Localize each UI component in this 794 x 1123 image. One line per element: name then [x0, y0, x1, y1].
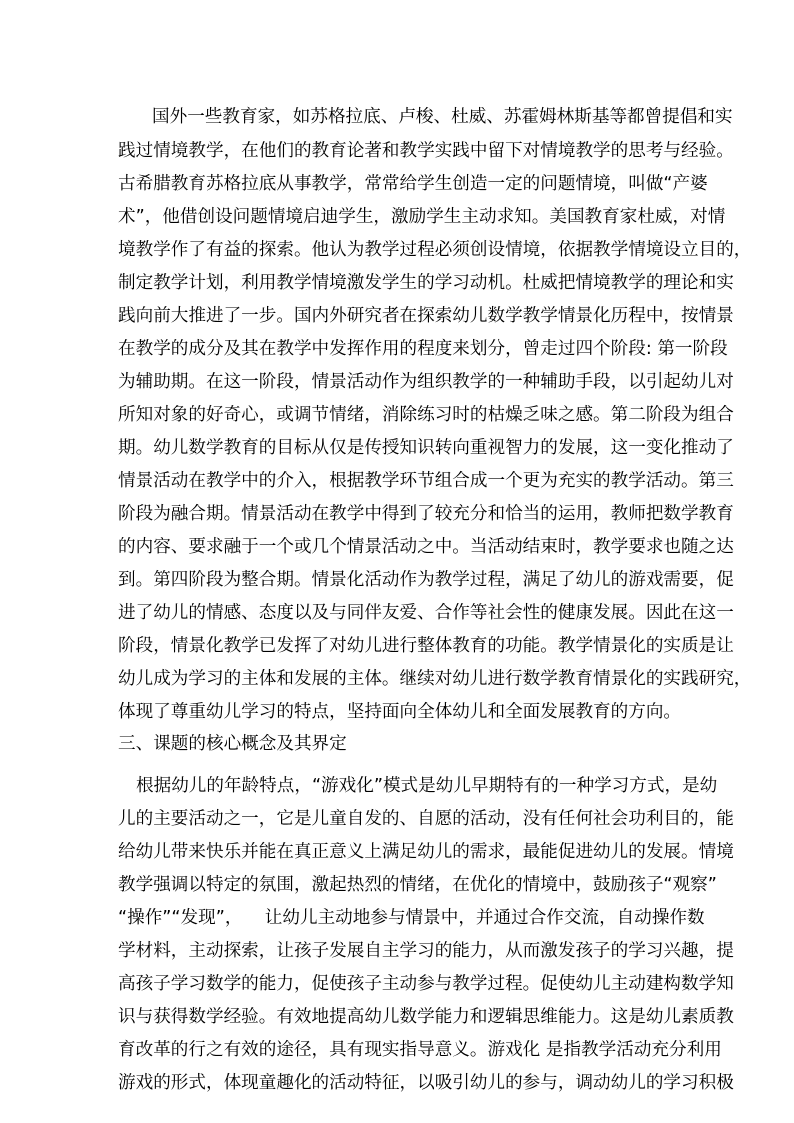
paragraph-2-line-10: 游戏的形式，体现童趣化的活动特征，以吸引幼儿的参与，调动幼儿的学习积极 [118, 1073, 734, 1093]
paragraph-2-line-7: 高孩子学习数学的能力，促使孩子主动参与教学过程。促使幼儿主动建构数学知 [118, 974, 734, 994]
paragraph-1-line-15: 到。第四阶段为整合期。情景化活动作为教学过程，满足了幼儿的游戏需要，促 [118, 570, 734, 590]
paragraph-2-line-8: 识与获得数学经验。有效地提高幼儿数学能力和逻辑思维能力。这是幼儿素质教 [118, 1007, 734, 1027]
paragraph-2-line-9: 育改革的行之有效的途径，具有现实指导意义。游戏化 是指教学活动充分利用 [118, 1040, 722, 1060]
paragraph-1-line-13: 阶段为融合期。情景活动在教学中得到了较充分和恰当的运用，教师把数学教育 [118, 504, 734, 524]
paragraph-1-line-8: 在教学的成分及其在教学中发挥作用的程度来划分，曾走过四个阶段: 第一阶段 [118, 339, 728, 359]
paragraph-1-line-14: 的内容、要求融于一个或几个情景活动之中。当活动结束时，教学要求也随之达 [118, 537, 734, 557]
paragraph-2-line-4: 教学强调以特定的氛围，激起热烈的情绪，在优化的情境中，鼓励孩子“观察” [118, 875, 717, 895]
paragraph-2-line-5: “操作”“发现”， 让幼儿主动地参与情景中，并通过合作交流，自动操作数 [118, 908, 705, 928]
paragraph-1-line-12: 情景活动在教学中的介入，根据教学环节组合成一个更为充实的教学活动。第三 [118, 471, 734, 491]
paragraph-2-line-1: 根据幼儿的年龄特点，“游戏化”模式是幼儿早期特有的一种学习方式，是幼 [136, 776, 718, 796]
paragraph-1-line-10: 所知对象的好奇心，或调节情绪，消除练习时的枯燥乏味之感。第二阶段为组合 [118, 405, 734, 425]
paragraph-1-line-3: 古希腊教育苏格拉底从事教学，常常给学生创造一定的问题情境，叫做“产婆 [118, 174, 708, 194]
paragraph-2-line-6: 学材料，主动探索，让孩子发展自主学习的能力，从而激发孩子的学习兴趣，提 [118, 941, 734, 961]
paragraph-1-line-19: 体现了尊重幼儿学习的特点，坚持面向全体幼儿和全面发展教育的方向。 [118, 702, 682, 722]
paragraph-1-line-7: 践向前大推进了一步。国内外研究者在探索幼儿数学教学情景化历程中，按情景 [118, 306, 734, 326]
paragraph-1-line-6: 制定教学计划，利用教学情境激发学生的学习动机。杜威把情境教学的理论和实 [118, 273, 734, 293]
paragraph-1-line-5: 境教学作了有益的探索。他认为教学过程必须创设情境，依据教学情境设立目的， [118, 240, 752, 260]
paragraph-1-line-18: 幼儿成为学习的主体和发展的主体。继续对幼儿进行数学教育情景化的实践研究， [118, 669, 752, 689]
paragraph-1-line-16: 进了幼儿的情感、态度以及与同伴友爱、合作等社会性的健康发展。因此在这一 [118, 603, 734, 623]
paragraph-2-line-2: 儿的主要活动之一，它是儿童自发的、自愿的活动，没有任何社会功利目的，能 [118, 809, 734, 829]
paragraph-1-line-9: 为辅助期。在这一阶段，情景活动作为组织教学的一种辅助手段，以引起幼儿对 [118, 372, 734, 392]
paragraph-1-line-2: 践过情境教学，在他们的教育论著和教学实践中留下对情境教学的思考与经验。 [118, 141, 734, 161]
paragraph-2-line-3: 给幼儿带来快乐并能在真正意义上满足幼儿的需求，最能促进幼儿的发展。情境 [118, 842, 734, 862]
section-heading: 三、课题的核心概念及其界定 [118, 734, 347, 754]
paragraph-1-line-4: 术”，他借创设问题情境启迪学生，激励学生主动求知。美国教育家杜威，对情 [118, 207, 726, 227]
paragraph-1-line-1: 国外一些教育家，如苏格拉底、卢梭、杜威、苏霍姆林斯基等都曾提倡和实 [152, 107, 733, 127]
paragraph-1-line-17: 阶段，情景化教学已发挥了对幼儿进行整体教育的功能。教学情景化的实质是让 [118, 636, 734, 656]
paragraph-1-line-11: 期。幼儿数学教育的目标从仅是传授知识转向重视智力的发展，这一变化推动了 [118, 438, 734, 458]
